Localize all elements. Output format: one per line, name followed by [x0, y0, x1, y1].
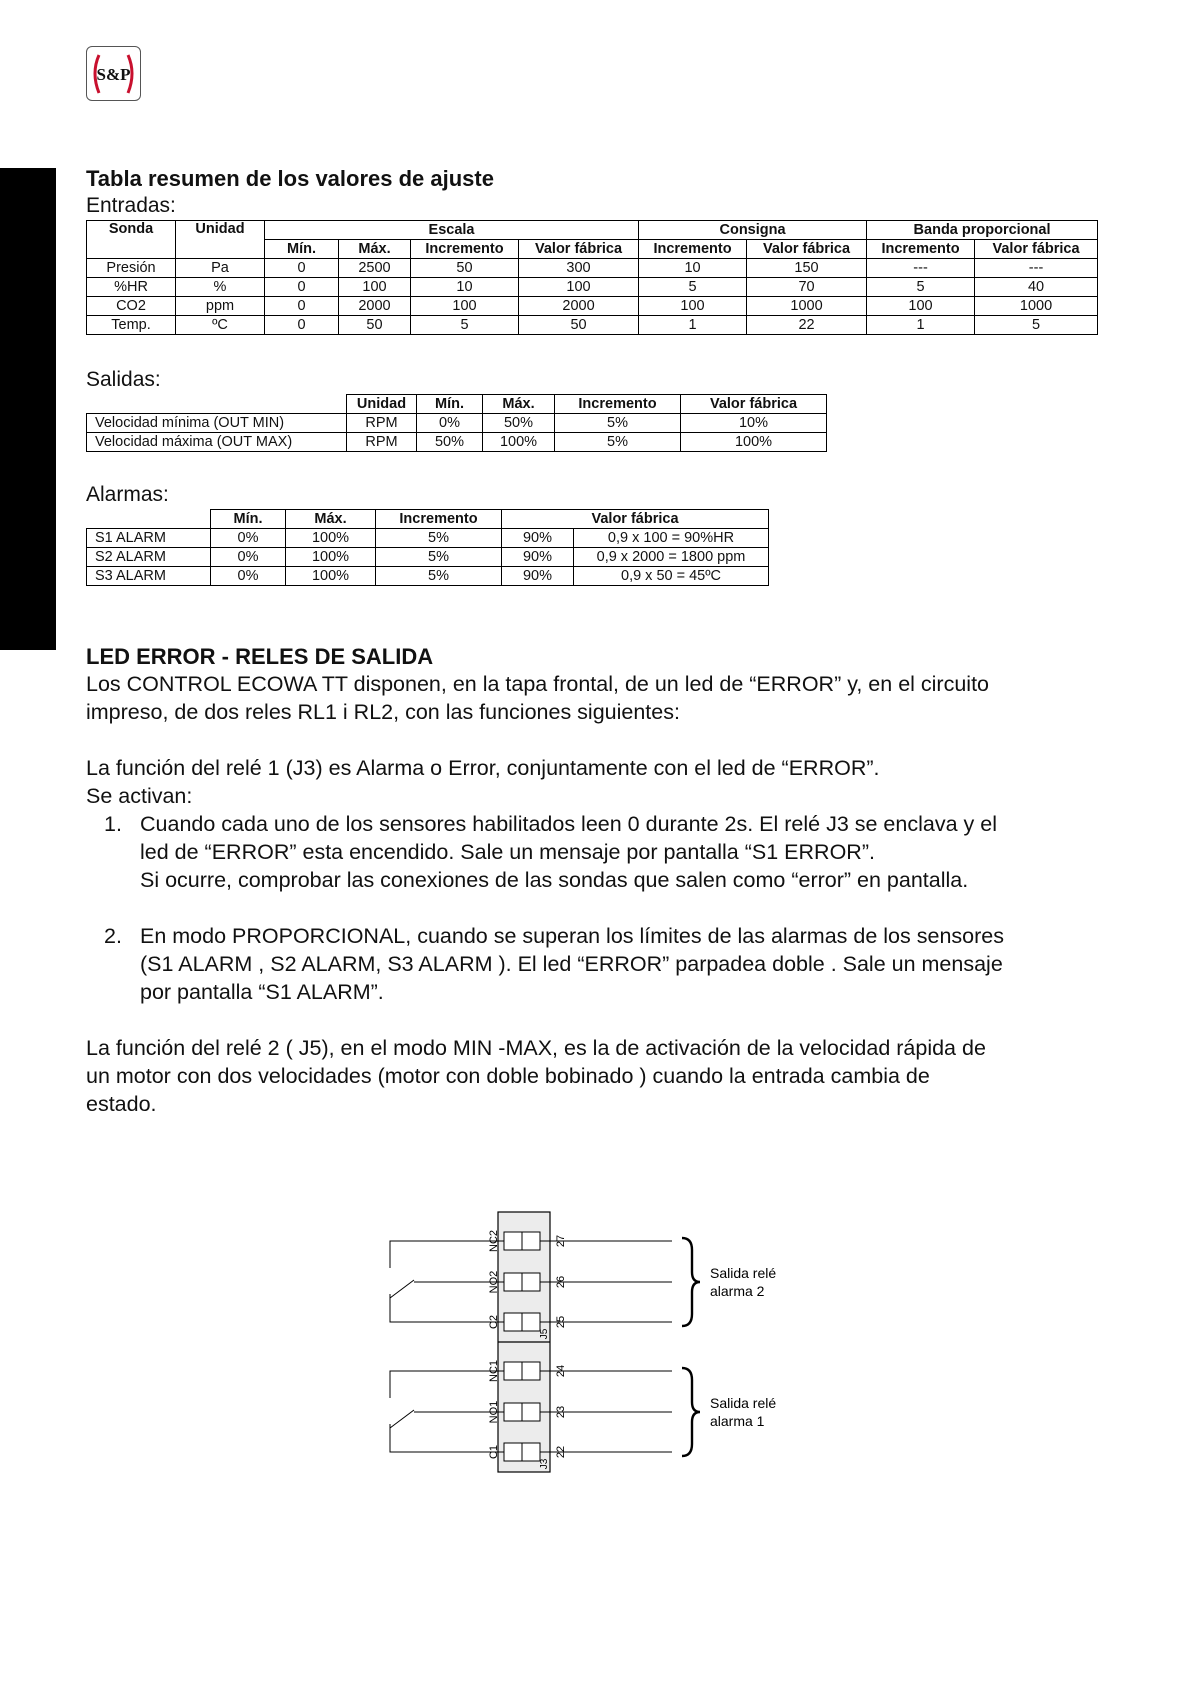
table-cell: 50 [411, 259, 519, 278]
intro-line: Los CONTROL ECOWA TT disponen, en la tapa frontal, de un led de “ERROR” y, en el circuito [86, 672, 989, 696]
relay1-line: La función del relé 1 (J3) es Alarma o Error, conjuntamente con el led de “ERROR”. [86, 756, 880, 780]
alarms-corner [87, 510, 211, 529]
outputs-header: Máx. [483, 395, 555, 414]
table-cell: 2000 [339, 297, 411, 316]
terminal-number: 22 [555, 1445, 567, 1459]
list-number: 2. [104, 924, 122, 948]
relay2-switch [390, 1241, 504, 1322]
table-cell: 5% [376, 548, 502, 567]
sub-header: Incremento [867, 240, 975, 259]
logo-mark [87, 47, 140, 100]
table-cell: 300 [519, 259, 639, 278]
table-cell: 1000 [747, 297, 867, 316]
side-tab [0, 168, 56, 650]
relay2-label: alarma 2 [710, 1283, 765, 1299]
terminal-number: 24 [555, 1364, 567, 1378]
table-cell: S1 ALARM [87, 529, 211, 548]
table-cell: 5% [555, 433, 681, 452]
table-cell: 22 [747, 316, 867, 335]
item-line: por pantalla “S1 ALARM”. [140, 980, 384, 1004]
table-cell: 100 [411, 297, 519, 316]
inputs-heading: Entradas: [86, 194, 176, 217]
pin-label: NO1 [488, 1400, 500, 1424]
table-cell: 1 [867, 316, 975, 335]
outputs-header-row [87, 395, 827, 414]
table-cell: Pa [176, 259, 265, 278]
table-cell: 0,9 x 100 = 90%HR [574, 529, 769, 548]
connector-label: J3 [539, 1458, 550, 1470]
table-cell: 0% [211, 529, 286, 548]
relay-labels [710, 1265, 776, 1429]
table-cell: Velocidad mínima (OUT MIN) [87, 414, 347, 433]
terminal-number: 23 [555, 1405, 567, 1419]
table-cell: 100% [286, 548, 376, 567]
alarms-heading: Alarmas: [86, 483, 169, 506]
table-cell: 0% [211, 567, 286, 586]
list-item [86, 810, 1126, 894]
table-cell: 100 [867, 297, 975, 316]
spacer [86, 1006, 1126, 1034]
table-cell: 5% [555, 414, 681, 433]
col-consigna: Consigna [639, 221, 867, 240]
col-sonda: Sonda [87, 221, 176, 259]
table-cell: 2500 [339, 259, 411, 278]
brand-logo [86, 46, 141, 101]
list-item [86, 922, 1126, 1006]
item-line: Si ocurre, comprobar las conexiones de las sondas que salen como “error” en pantalla. [140, 868, 969, 892]
pin-label: NO2 [488, 1270, 500, 1294]
table-cell: 90% [502, 567, 574, 586]
pin-label: C1 [488, 1444, 500, 1460]
terminal-number: 26 [555, 1275, 567, 1289]
sub-header: Valor fábrica [975, 240, 1098, 259]
col-escala: Escala [265, 221, 639, 240]
item-line: led de “ERROR” esta encendido. Sale un mensaje por pantalla “S1 ERROR”. [140, 840, 875, 864]
pin-labels-right [555, 1235, 567, 1458]
table-cell: 50 [339, 316, 411, 335]
table-cell: 100% [681, 433, 827, 452]
table-cell: ppm [176, 297, 265, 316]
alarms-table [86, 509, 769, 586]
alarms-header: Mín. [211, 510, 286, 529]
table-row [87, 567, 769, 586]
inputs-body [87, 259, 1098, 335]
table-cell: Velocidad máxima (OUT MAX) [87, 433, 347, 452]
table-cell: 100% [483, 433, 555, 452]
terminal-number: 27 [555, 1234, 567, 1248]
connector-label: J5 [539, 1328, 550, 1340]
table-cell: 1000 [975, 297, 1098, 316]
table-cell: 2000 [519, 297, 639, 316]
table-cell: RPM [347, 414, 417, 433]
table-cell: 10% [681, 414, 827, 433]
table-cell: RPM [347, 433, 417, 452]
table-cell: 90% [502, 548, 574, 567]
table-row [87, 259, 1098, 278]
table-row [87, 433, 827, 452]
table-cell: 5% [376, 567, 502, 586]
activation-list [86, 810, 1126, 1006]
inputs-group-header-row [87, 221, 1098, 240]
table-cell: CO2 [87, 297, 176, 316]
table-row [87, 529, 769, 548]
table-cell: 5% [376, 529, 502, 548]
relay2-line: estado. [86, 1092, 157, 1116]
led-body [86, 670, 1126, 1118]
table-cell: 5 [867, 278, 975, 297]
table-cell: 50 [519, 316, 639, 335]
table-cell: 100 [519, 278, 639, 297]
table-cell: 10 [639, 259, 747, 278]
table-cell: 50% [417, 433, 483, 452]
pin-label: C2 [488, 1314, 500, 1330]
table-cell: 100% [286, 529, 376, 548]
relay2-line: La función del relé 2 ( J5), en el modo MIN -MAX, es la de activación de la velocidad rápida de [86, 1036, 986, 1060]
table-cell: 0 [265, 316, 339, 335]
led-title: LED ERROR - RELES DE SALIDA [86, 644, 434, 669]
alarms-body [87, 529, 769, 586]
table-cell: 5 [639, 278, 747, 297]
table-cell: 90% [502, 529, 574, 548]
table-cell: %HR [87, 278, 176, 297]
table-cell: S3 ALARM [87, 567, 211, 586]
summary-title: Tabla resumen de los valores de ajuste [86, 166, 494, 191]
item-line: Cuando cada uno de los sensores habilitados leen 0 durante 2s. El relé J3 se enclava y el [140, 812, 997, 836]
outputs-header: Incremento [555, 395, 681, 414]
relay2-line: un motor con dos velocidades (motor con doble bobinado ) cuando la entrada cambia de [86, 1064, 930, 1088]
table-cell: S2 ALARM [87, 548, 211, 567]
table-cell: 70 [747, 278, 867, 297]
table-cell: Presión [87, 259, 176, 278]
col-unidad: Unidad [176, 221, 265, 259]
outputs-table [86, 394, 827, 452]
table-cell: 0% [417, 414, 483, 433]
table-cell: 100 [339, 278, 411, 297]
table-row [87, 548, 769, 567]
relay1-line: Se activan: [86, 784, 193, 808]
pin-label: NC1 [488, 1359, 500, 1383]
outputs-header: Valor fábrica [681, 395, 827, 414]
alarms-header: Valor fábrica [502, 510, 769, 529]
table-cell: --- [867, 259, 975, 278]
relay1-label: alarma 1 [710, 1413, 765, 1429]
relay-wiring-diagram [380, 1210, 840, 1500]
outputs-header: Unidad [347, 395, 417, 414]
table-cell: Temp. [87, 316, 176, 335]
sub-header: Incremento [639, 240, 747, 259]
brace-relay2 [682, 1238, 700, 1326]
list-number: 1. [104, 812, 122, 836]
spacer [86, 726, 1126, 754]
alarms-header-row [87, 510, 769, 529]
col-banda: Banda proporcional [867, 221, 1098, 240]
output-lines [540, 1241, 672, 1452]
outputs-heading: Salidas: [86, 368, 161, 391]
table-cell: 50% [483, 414, 555, 433]
outputs-corner [87, 395, 347, 414]
table-cell: 40 [975, 278, 1098, 297]
sub-header: Valor fábrica [747, 240, 867, 259]
table-cell: 1 [639, 316, 747, 335]
outputs-header: Mín. [417, 395, 483, 414]
item-line: (S1 ALARM , S2 ALARM, S3 ALARM ). El led “ERROR” parpadea doble . Sale un mensaje [140, 952, 1003, 976]
brace-relay1 [682, 1368, 700, 1456]
table-cell: 0% [211, 548, 286, 567]
list-spacer [86, 894, 1126, 922]
table-row [87, 316, 1098, 335]
table-row [87, 414, 827, 433]
alarms-header: Máx. [286, 510, 376, 529]
table-cell: 100 [639, 297, 747, 316]
terminal-number: 25 [555, 1315, 567, 1329]
inputs-table [86, 220, 1098, 335]
sub-header: Mín. [265, 240, 339, 259]
table-cell: 5 [411, 316, 519, 335]
table-cell: 150 [747, 259, 867, 278]
outputs-body [87, 414, 827, 452]
table-cell: % [176, 278, 265, 297]
table-cell: 0,9 x 50 = 45ºC [574, 567, 769, 586]
table-cell: --- [975, 259, 1098, 278]
alarms-header: Incremento [376, 510, 502, 529]
table-row [87, 278, 1098, 297]
table-cell: ºC [176, 316, 265, 335]
sub-header: Valor fábrica [519, 240, 639, 259]
relay1-label: Salida relé [710, 1395, 777, 1411]
table-row [87, 297, 1098, 316]
relay1-switch [390, 1371, 504, 1452]
table-cell: 0,9 x 2000 = 1800 ppm [574, 548, 769, 567]
sub-header: Máx. [339, 240, 411, 259]
pin-label: NC2 [488, 1229, 500, 1253]
sub-header: Incremento [411, 240, 519, 259]
table-cell: 5 [975, 316, 1098, 335]
table-cell: 0 [265, 297, 339, 316]
item-line: En modo PROPORCIONAL, cuando se superan los límites de las alarmas de los sensores [140, 924, 1004, 948]
intro-line: impreso, de dos reles RL1 i RL2, con las funciones siguientes: [86, 700, 680, 724]
table-cell: 100% [286, 567, 376, 586]
table-cell: 0 [265, 278, 339, 297]
table-cell: 0 [265, 259, 339, 278]
table-cell: 10 [411, 278, 519, 297]
relay2-label: Salida relé [710, 1265, 777, 1281]
logo-text: S&P [96, 65, 131, 84]
